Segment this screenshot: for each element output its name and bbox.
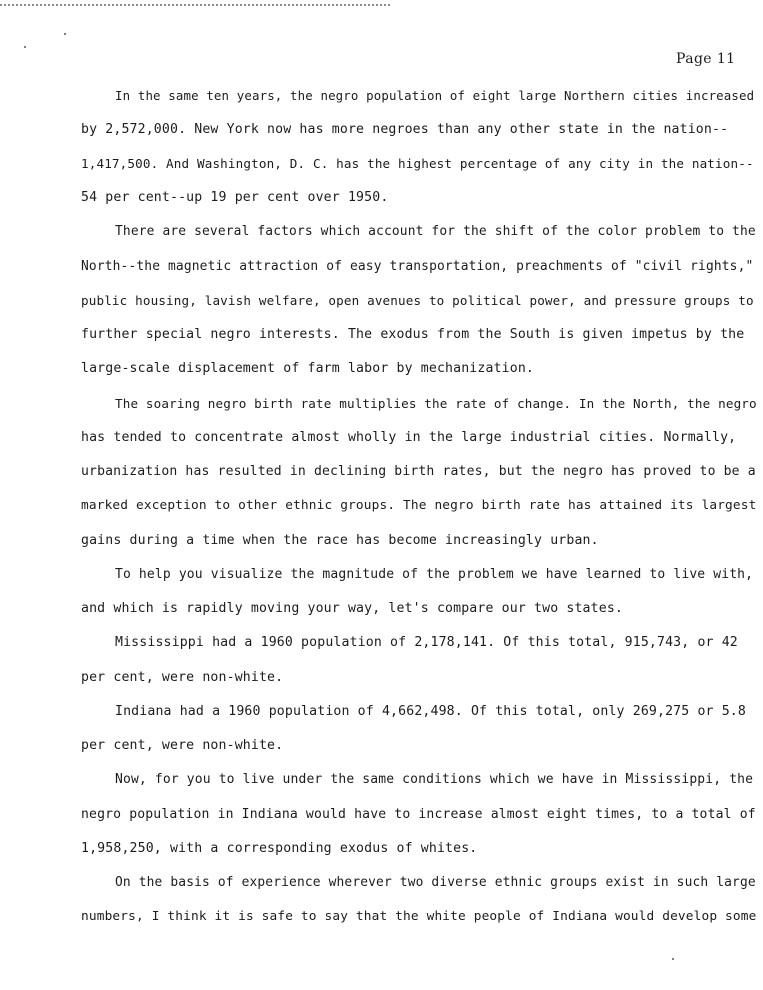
text-line: To help you visualize the magnitude of the problem we have learned to live with, [115, 567, 754, 582]
text-line: Now, for you to live under the same conditions which we have in Mississippi, the [115, 772, 754, 787]
text-line: numbers, I think it is safe to say that the white people of Indiana would develop some [81, 909, 757, 924]
text-line: and which is rapidly moving your way, let's compare our two states. [81, 601, 623, 616]
text-line: per cent, were non-white. [81, 670, 284, 685]
text-line: Mississippi had a 1960 population of 2,178,141. Of this total, 915,743, or 42 [115, 635, 738, 650]
text-line: urbanization has resulted in declining birth rates, but the negro has proved to be a [81, 464, 756, 479]
text-line: 1,417,500. And Washington, D. C. has the highest percentage of any city in the nation-- [81, 156, 754, 171]
text-line: marked exception to other ethnic groups. The negro birth rate has attained its largest [81, 498, 757, 513]
text-line: public housing, lavish welfare, open avenues to political power, and pressure groups to [81, 293, 754, 308]
text-line: has tended to concentrate almost wholly in the large industrial cities. Normally, [81, 430, 737, 445]
text-line: 54 per cent--up 19 per cent over 1950. [81, 190, 389, 205]
scan-speck [672, 958, 674, 960]
text-line: Indiana had a 1960 population of 4,662,498. Of this total, only 269,275 or 5.8 [115, 704, 746, 719]
top-dotted-rule [0, 4, 390, 6]
text-line: In the same ten years, the negro population of eight large Northern cities increased [115, 88, 755, 103]
text-line: negro population in Indiana would have to increase almost eight times, to a total of [81, 807, 756, 822]
text-line: large-scale displacement of farm labor by mechanization. [81, 361, 535, 376]
text-line: The soaring negro birth rate multiplies the rate of change. In the North, the negro [115, 396, 757, 411]
text-line: On the basis of experience wherever two diverse ethnic groups exist in such large [115, 875, 756, 890]
text-line: gains during a time when the race has become increasingly urban. [81, 533, 599, 548]
text-line: by 2,572,000. New York now has more negroes than any other state in the nation-- [81, 122, 729, 137]
page-number: Page 11 [676, 51, 736, 67]
scan-speck [64, 33, 66, 35]
text-line: per cent, were non-white. [81, 738, 284, 753]
scan-speck [24, 46, 26, 48]
text-line: further special negro interests. The exodus from the South is given impetus by the [81, 327, 745, 342]
text-line: North--the magnetic attraction of easy transportation, preachments of "civil rights," [81, 259, 754, 274]
text-line: There are several factors which account for the shift of the color problem to the [115, 224, 756, 239]
text-line: 1,958,250, with a corresponding exodus of whites. [81, 841, 478, 856]
